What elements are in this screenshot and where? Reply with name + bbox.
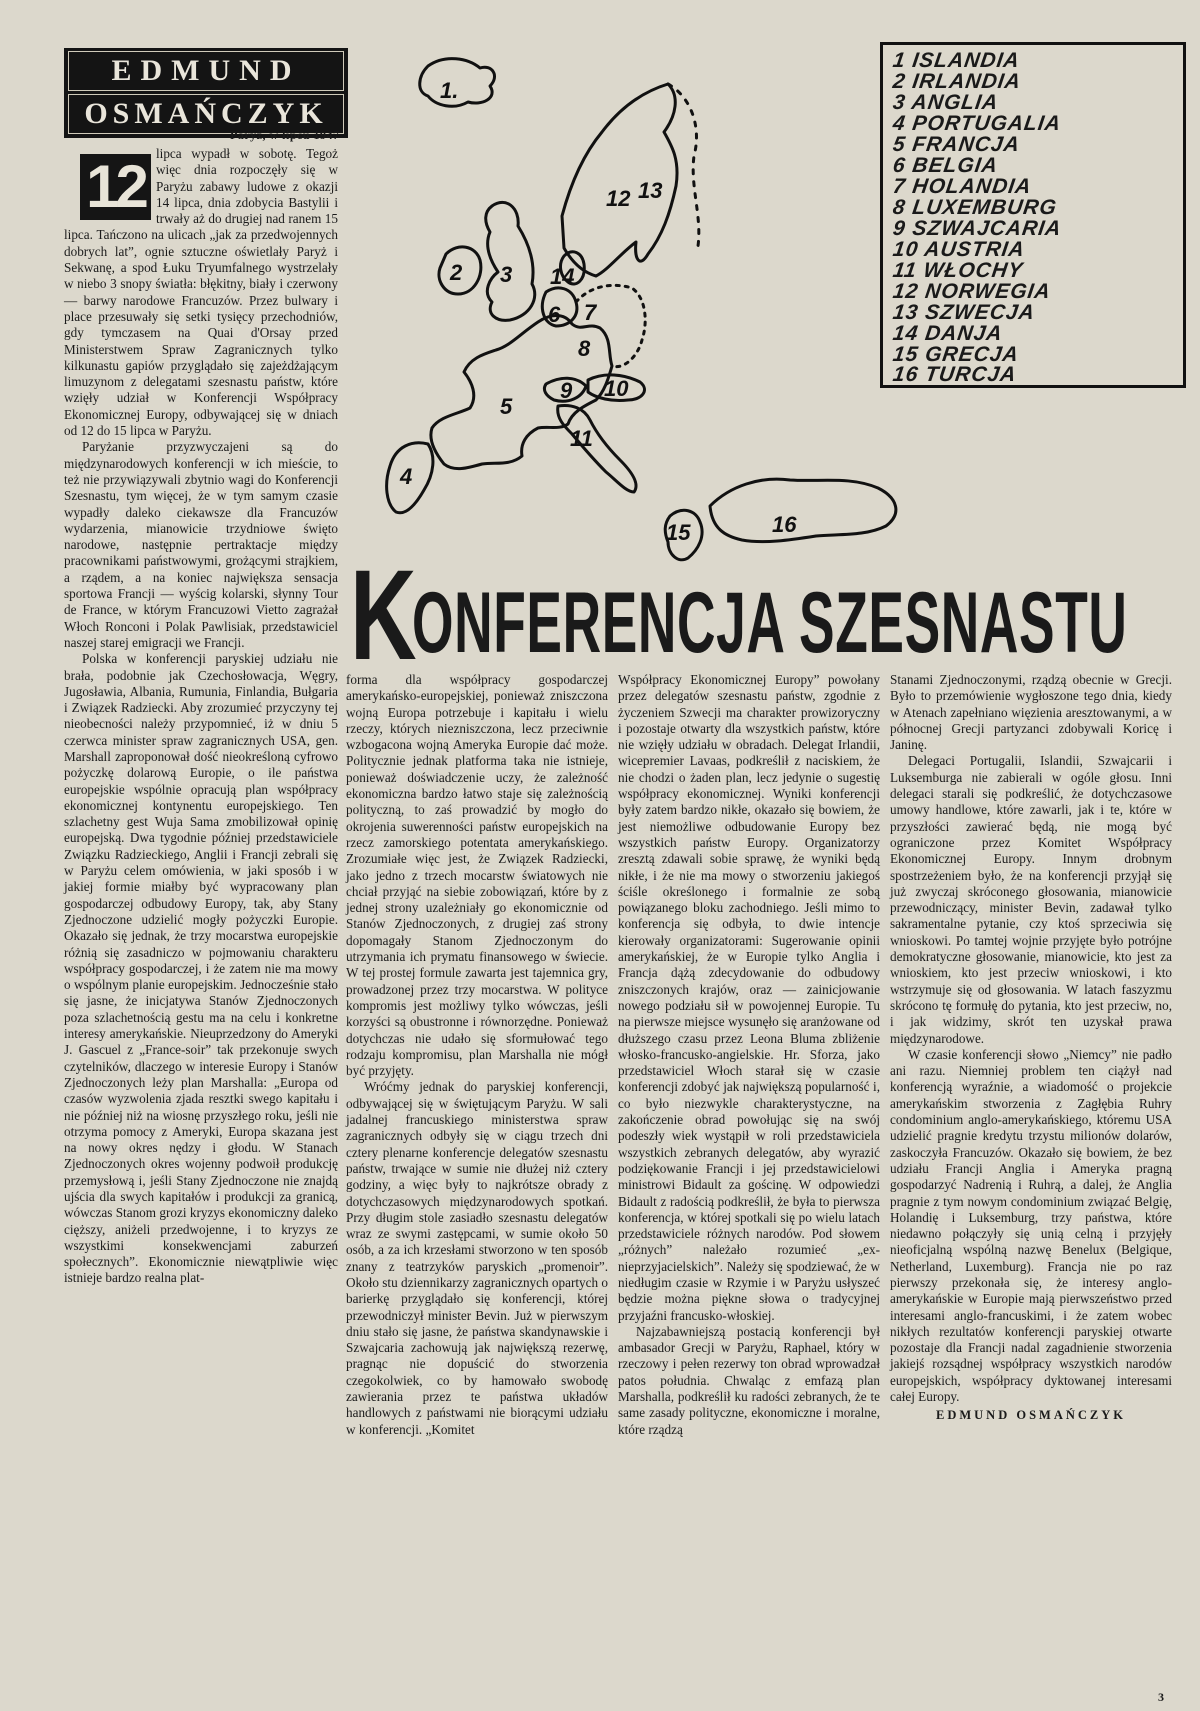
map-label: 5 bbox=[500, 394, 513, 419]
paragraph: Współpracy Ekonomicznej Europy” powołany przez delegatów szesnastu państw, zgodnie z życzeniem Szwecji ma charakter prowizoryczny i pozostaje otwarty dla wszystkich państw, które nie wzięły udziału w obradach. Delegat Irlandii, wicepremier Lavaas, podkreślił z naciskiem, że nie chodzi o żaden plan, lecz jedynie o sugestię współpracy ekonomicznej. Wyniki konferencji były zatem bardzo nikłe, okazało się bowiem, że jest niemożliwe odbudowanie Europy bez wszystkich państw Europy. Organizatorzy zresztą zdawali sobie sprawę, że wyniki będą nikłe, i że nie ma mowy o stworzeniu jakiegoś ściśle określonego i formalnie ze sobą powiązanego bloku zachodniego. Jeśli mimo to konferencja się odbyła, to dwie intencje kierowały organizatorami: Sugerowanie opinii amerykańskiej, że w Europie tylko Anglia i Francja dążą zdecydowanie do odbudowy zniszczonych krajów, oraz — zainicjowanie nowego podziału sił w powojennej Europie. Tu na pierwsze miejsce wysunęło się aranżowane od dłuższego czasu przez Leona Bluma zbliżenie włosko-francusko-angielskie. Hr. Sforza, jako przedstawiciel Włoch starał się w czasie konferencji zdobyć jak największą popularność i, co było niezwykle charakterystyczne, na zakończenie obrad powołując się na swój podeszły wiek wystąpił w roli przedstawiciela wszystkich zebranych delegatów, aby wyrazić podziękowanie Francji i jej przedstawicielowi ministrowi Bidault za gościnę. W odpowiedzi Bidault z radością podkreślił, że była to pierwsza konferencja, w której spotkali się po wielu latach przedstawiciele różnych narodów. Pod słowem „różnych” należało rozumieć „ex-nieprzyjacielskich”. Należy się spodziewać, że w niedługim czasie w Rzymie i w Paryżu usłyszeć będzie można piękne słowa o tradycyjnej przyjaźni francusko-włoskiej. bbox=[618, 672, 880, 1323]
legend-item: 11 WŁOCHY bbox=[891, 259, 1025, 282]
paragraph: Najzabawniejszą postacią konferencji był ambasador Grecji w Paryżu, Raphael, który w rzeczowy i pełen rezerwy ton obrad wprowadzał patos południa. Chwaląc z emfazą plan Marshalla, podkreślił ku radości zebranych, że te same zasady polityczne, ekonomiczne i moralne, które rządzą bbox=[618, 1323, 880, 1437]
dateline: Paryż, w lipcu 1947 bbox=[230, 128, 340, 142]
headline-initial: K bbox=[350, 544, 417, 687]
map-label: 3 bbox=[500, 262, 513, 287]
map-label: 7 bbox=[584, 300, 597, 325]
paragraph: Wróćmy jednak do paryskiej konferencji, odbywającej się w świętującym Paryżu. W sali jadalnej francuskiego ministerstwa spraw zagranicznych odbyły się w ciągu trzech dni cztery plenarne konferencje delegatów szesnastu państw, trwające w sumie nie dłużej niż cztery godziny, a więc były to najkrótsze obrady z dotychczasowych międzynarodowych spotkań. Przy długim stole zasiadło szesnastu delegatów wraz ze swymi zastępcami, w sumie około 50 osób, a za ich krzesłami stworzono w ten sposób znany z teatrzyków paryskich „promenoir”. Około stu dziennikarzy zagranicznych opartych o barierkę przyglądało się konferencji, której przewodniczył minister Bevin. Już w pierwszym dniu stało się jasne, że państwa skandynawskie i Szwajcaria zachowują jak największą rezerwę, pragnąc nie dopuścić do stworzenia czegokolwiek, co by hamowało swobodę zawierania przez te państwa układów handlowych z państwami nie biorącymi udziału w konferencji. „Komitet bbox=[346, 1079, 608, 1437]
map-label: 14 bbox=[550, 264, 575, 289]
map-label: 12 bbox=[606, 186, 631, 211]
article-column-2 bbox=[346, 672, 608, 1438]
legend-item: 12 NORWEGIA bbox=[891, 280, 1053, 303]
paragraph: Paryżanie przyzwyczajeni są do międzynarodowych konferencji w ich mieście, to też nie przywiązywali zbytnio wagi do Konferencji Szesnastu, tym więcej, że w tym samym czasie wypadły daleko ciekawsze dla Francuzów wydarzenia, mianowicie trzydniowe święto narodowe, następnie pertraktacje między pracownikami państwowymi, grożącymi strajkiem, a rządem, a na koniec największa sensacja sportowa Francji — wyścig kolarski, słynny Tour de France, w którym Francuzowi Vietto zagrażał Włoch Ronconi i Polak Pawlisiak, przedstawiciel naszej starej emigracji we Francji. bbox=[64, 439, 338, 650]
headline bbox=[350, 544, 1180, 687]
paragraph: W czasie konferencji słowo „Niemcy” nie padło ani razu. Niemniej problem ten ciążył nad konferencją wyraźnie, a wiadomość o projekcie amerykańskim stworzenia z Zagłębia Ruhry condominium anglo-amerykańskiego, któremu USA udzielić pragnie kredytu trzystu milionów dolarów, zaskoczyła Francuzów. Okazało się bowiem, że bez udziału Francji Anglia i Ameryka pragną gospodarzyć Nadrenią i Ruhrą, a dalej, że Anglia pragnie z tym nowym condominium związać Belgię, Holandię i Luksemburg, trzy państwa, które niedawno połączyły się unią celną i przyjęły nieoficjalną wspólną nazwę Benelux (Belgique, Netherland, Luxemburg). Francja nie po raz pierwszy przekonała się, że interesy anglo-amerykańskie w Europie mają pierwszeństwo przed interesami anglo-francuskimi, i że zatem wobec nikłych rezultatów konferencji paryskiej otwarte pozostaje dla Francji nadal zagadnienie stworzenia jakiejś rozsądnej współpracy wszystkich narodów europejskich, współpracy dyktowanej interesami całej Europy. bbox=[890, 1046, 1172, 1405]
map-label: 6 bbox=[548, 302, 561, 327]
map-label: 2 bbox=[450, 260, 463, 285]
map-label: 16 bbox=[772, 512, 797, 537]
legend-item: 16 TURCJA bbox=[891, 363, 1019, 386]
legend-item: 2 IRLANDIA bbox=[891, 70, 1023, 93]
legend-item: 1 ISLANDIA bbox=[891, 49, 1022, 72]
map-label: 8 bbox=[578, 336, 591, 361]
page-mark: 3 bbox=[1158, 1690, 1164, 1704]
article-column-1 bbox=[64, 146, 338, 1287]
legend-item: 5 FRANCJA bbox=[891, 133, 1022, 156]
legend-item: 7 HOLANDIA bbox=[891, 175, 1034, 198]
legend-item: 13 SZWECJA bbox=[891, 301, 1037, 324]
map-label: 13 bbox=[638, 178, 663, 203]
map-label: 1. bbox=[440, 78, 459, 103]
map-legend bbox=[880, 42, 1186, 388]
article-column-4 bbox=[890, 672, 1172, 1424]
map-label: 15 bbox=[666, 520, 691, 545]
headline-text: ONFERENCJA SZESNASTU bbox=[412, 575, 1128, 671]
map-label: 10 bbox=[604, 376, 629, 401]
paragraph: forma dla współpracy gospodarczej amerykańsko-europejskiej, ponieważ zniszczona wojną Europa potrzebuje i kapitału i wielu rzeczy, których niezniszczona, lecz przeciwnie wzbogacona wojną Ameryka Europie dać może. Politycznie jednak platforma taka nie istnieje, ponieważ doświadczenie uczy, że zależność ekonomiczna bardzo łatwo staje się zależnością polityczną, to zaś prowadzić by mogło do okrojenia suwerenności państw europejskich na rzecz zamorskiego potentata amerykańskiego. Zrozumiałe więc jest, że Związek Radziecki, jako jedno z trzech mocarstw światowych nie chciał przyjąć na siebie zobowiązań, które by z jednej strony uzależniały go ekonomicznie od Stanów Zjednoczonych, z drugiej zaś strony dopomagały Stanom Zjednoczonym do utrzymania ich prymatu finansowego w świecie. W tej prostej formule zawarta jest tajemnica gry, prowadzonej przez trzy mocarstwa. W polityce kompromis jest możliwy tylko wówczas, jeśli korzyści są obustronne i równorzędne. Ponieważ dotychczas nie udało się sformułować tego rodzaju kompromisu, plan Marshalla nie mógł być przyjęty. bbox=[346, 672, 608, 1079]
legend-item: 4 PORTUGALIA bbox=[891, 112, 1063, 135]
map-border-east bbox=[668, 84, 699, 246]
paragraph: Delegaci Portugalii, Islandii, Szwajcarii i Luksemburga nie zabierali w ogóle głosu. Inni delegaci starali się podkreślić, że dotychczasowe umowy handlowe, które zawarli, jak i te, które w przyszłości zawierać będą, nie mogą być ograniczone przez Komitet Współpracy Ekonomicznej Europy. Innym drobnym spostrzeżeniem było, że na konferencji przyjął się już zwyczaj skróconego głosowania, mianowicie przewodniczący, minister Bevin, zadawał tylko sakramentalne pytanie, czy ktoś sprzeciwia się wnioskowi. Po tamtej wojnie przyjęte było potrójne demokratyczne głosowanie, mianowicie, kto jest za wnioskiem, kto jest przeciw wnioskowi, i kto wstrzymuje się od głosowania. W latach faszyzmu skrócono tę formułę do pytania, kto jest przeciw, no, i jak widzimy, skrót ten uzyskał prawa międzynarodowe. bbox=[890, 753, 1172, 1046]
legend-item: 14 DANJA bbox=[891, 322, 1005, 345]
dropcap-number: 12 bbox=[80, 154, 151, 220]
legend-item: 6 BELGIA bbox=[891, 154, 1000, 177]
paragraph: Stanami Zjednoczonymi, rządzą obecnie w Grecji. Było to przemówienie wygłoszone tego dnia, kiedy w Atenach zapełniano więzienia aresztowanymi, a w północnej Grecji partyzanci zdobywali Koricę i Janinę. bbox=[890, 672, 1172, 753]
map-label: 11 bbox=[570, 426, 593, 451]
legend-item: 15 GRECJA bbox=[891, 343, 1021, 366]
article-column-3 bbox=[618, 672, 880, 1438]
legend-item: 3 ANGLIA bbox=[891, 91, 1000, 114]
legend-item: 8 LUXEMBURG bbox=[891, 196, 1059, 219]
byline bbox=[64, 48, 348, 138]
map-label: 4 bbox=[400, 464, 413, 489]
map-label: 9 bbox=[560, 378, 573, 403]
author-signature: EDMUND OSMAŃCZYK bbox=[935, 1408, 1126, 1423]
legend-item: 9 SZWAJCARIA bbox=[891, 217, 1064, 240]
legend-item: 10 AUSTRIA bbox=[891, 238, 1027, 261]
europe-map bbox=[350, 36, 910, 596]
paragraph: Polska w konferencji paryskiej udziału nie brała, podobnie jak Czechosłowacja, Węgry, Jugosławia, Albania, Rumunia, Finlandia, Bułgaria i Związek Radziecki. Aby zrozumieć przyczyny tej nieobecności należy przypomnieć, iż w dniu 5 czerwca minister spraw zagranicznych USA, gen. Marshall zaproponował dość nieokreśloną cyfrowo pożyczkę dolarową Europie, o ile państwa europejskie wspólnie opracują plan współpracy ekonomicznej kontynentu europejskiego. Ten szlachetny gest Wuja Sama zmobilizował opinię europejską. Dwa tygodnie później przedstawiciele Związku Radzieckiego, Anglii i Francji zebrali się w Paryżu celem omówienia, w jaki sposób i w jakiej formie miałby być wypracowany plan gospodarczej odbudowy Europy, tak, aby Stany Zjednoczone udzielić mogły pożyczki Europie. Okazało się jednak, że trzy mocarstwa europejskie różnią się zasadniczo w pojmowaniu charakteru współpracy gospodarczej, i że zatem nie ma mowy o wspólnym planie europejskim. Jednocześnie stało się jasne, że inicjatywa Stanów Zjednoczonych poza szlachetnością gestu ma na celu i konkretne interesy amerykańskie. Nieuprzedzony do Ameryki J. Gascuel z „France-soir” tak przekonuje swych czytelników, dlaczego w interesie Europy i Stanów Zjednoczonych leży plan Marshalla: „Europa od czasów wyzwolenia zjada resztki swego kapitału i nie później niż na wiosnę przyszłego roku, jeśli nie otrzyma pomocy z Ameryki, Europa skazana jest na nowy okres nędzy i głodu. W Stanach Zjednoczonych okres wojenny podwoił produkcję przemysłową i, jeśli Stany Zjednoczone nie znajdą ujścia dla swych kapitałów i produkcji za granicą, wówczas Stanom grozi kryzys ekonomiczny daleko cięższy, aniżeli przedwojenne, i to kryzys ze wszystkimi konsekwencjami zaburzeń społecznych”. Ekonomicznie niewątpliwie więc istnieje bardzo realna plat- bbox=[64, 651, 338, 1286]
byline-last-name: OSMAŃCZYK bbox=[68, 94, 344, 134]
map-turkey bbox=[710, 479, 896, 542]
paragraph: lipca wypadł w sobotę. Tegoż więc dnia rozpoczęły się w Paryżu zabawy ludowe z okazji 14 lipca, dnia zdobycia Bastylii i trwały aż do drugiej nad ranem 15 lipca. Tańczono na ulicach „jak za przedwojennych dobrych lat”, ognie sztuczne oświetlały Paryż i Sekwanę, a spod Łuku Tryumfalnego wystrzelały w niebo 3 snopy światła: błękitny, biały i czerwony — barwy narodowe Francuzów. Przez bulwary i place przesuwały się setki tysięcy przechodniów, gdy tymczasem na Quai d'Orsay przed Ministerstwem Spraw Zagranicznych tylko kilkunastu gapiów przyglądało się zajeżdżającym limuzynom z delegatami szesnastu państw, które wzięły udział w Konferencji Współpracy Ekonomicznej Europy, odbywającej się w dniach od 12 do 15 lipca w Paryżu. bbox=[64, 146, 338, 439]
byline-first-name: EDMUND bbox=[68, 51, 344, 91]
